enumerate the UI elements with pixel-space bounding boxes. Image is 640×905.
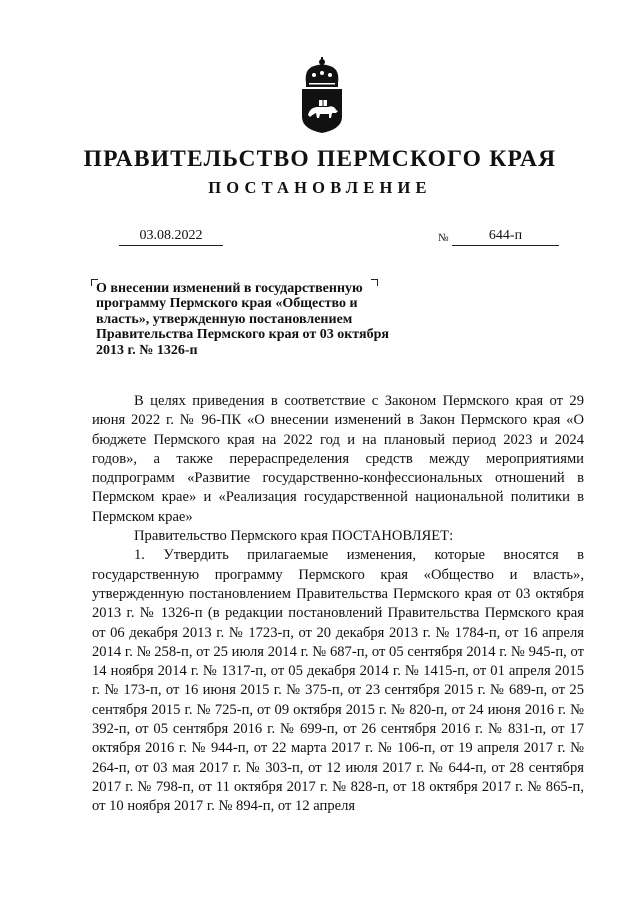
number-label: № — [438, 232, 449, 244]
body-paragraph-preamble: В целях приведения в соответствие с Законом Пермского края от 29 июня 2022 г. № 96-ПК «О внесении изменений в Закон Пермского края «О бюджете Пермского края на 2022 год и на плановый период 2023 и 2024 годов», а также перераспределения средств между мероприятиями подпрограмм «Развитие государственно-конфессиональных отношений в Пермском крае» и «Реализация государственной национальной политики в Пермском крае» — [92, 393, 584, 525]
perm-krai-coat-of-arms-icon — [298, 55, 346, 135]
document-subject: О внесении изменений в государственную программу Пермского края «Общество и власть», утвержденную постановлением Правительства Пермского края от 03 октября 2013 г. № 1326-п — [96, 281, 389, 358]
body-paragraph-resolves: Правительство Пермского края ПОСТАНОВЛЯЕТ: — [134, 528, 454, 545]
body-paragraph-item-1: 1. Утвердить прилагаемые изменения, которые вносятся в государственную программу Пермского края «Общество и власть», утвержденную постановлением Правительства Пермского края от 03 октября 2013 г. № 1326-п (в редакции постановлений Правительства Пермского края от 06 декабря 2013 г. № 1723-п, от 20 декабря 2013 г. № 1784-п, от 16 апреля 2014 г. № 258-п, от 25 июля 2014 г. № 687-п, от 05 сентября 2014 г. № 945-п, от 14 ноября 2014 г. № 1317-п, от 05 декабря 2014 г. № 1415-п, от 01 апреля 2015 г. № 173-п, от 16 июня 2015 г. № 375-п, от 23 сентября 2015 г. № 689-п, от 25 сентября 2015 г. № 725-п, от 09 октября 2015 г. № 820-п, от 24 июня 2016 г. № 392-п, от 05 сентября 2016 г. № 699-п, от 26 сентября 2016 г. № 831-п, от 17 октября 2016 г. № 944-п, от 22 марта 2017 г. № 106-п, от 19 апреля 2017 г. № 264-п, от 03 мая 2017 г. № 303-п, от 12 июля 2017 г. № 644-п, от 28 сентября 2017 г. № 798-п, от 11 октября 2017 г. № 828-п, от 18 октября 2017 г. № 865-п, от 10 ноября 2017 г. № 894-п, от 12 апреля — [92, 547, 584, 815]
document-body — [92, 392, 584, 817]
document-date: 03.08.2022 — [119, 227, 223, 246]
document-number: 644-п — [452, 227, 559, 246]
document-type: ПОСТАНОВЛЕНИЕ — [208, 178, 432, 197]
government-title: ПРАВИТЕЛЬСТВО ПЕРМСКОГО КРАЯ — [83, 146, 557, 172]
